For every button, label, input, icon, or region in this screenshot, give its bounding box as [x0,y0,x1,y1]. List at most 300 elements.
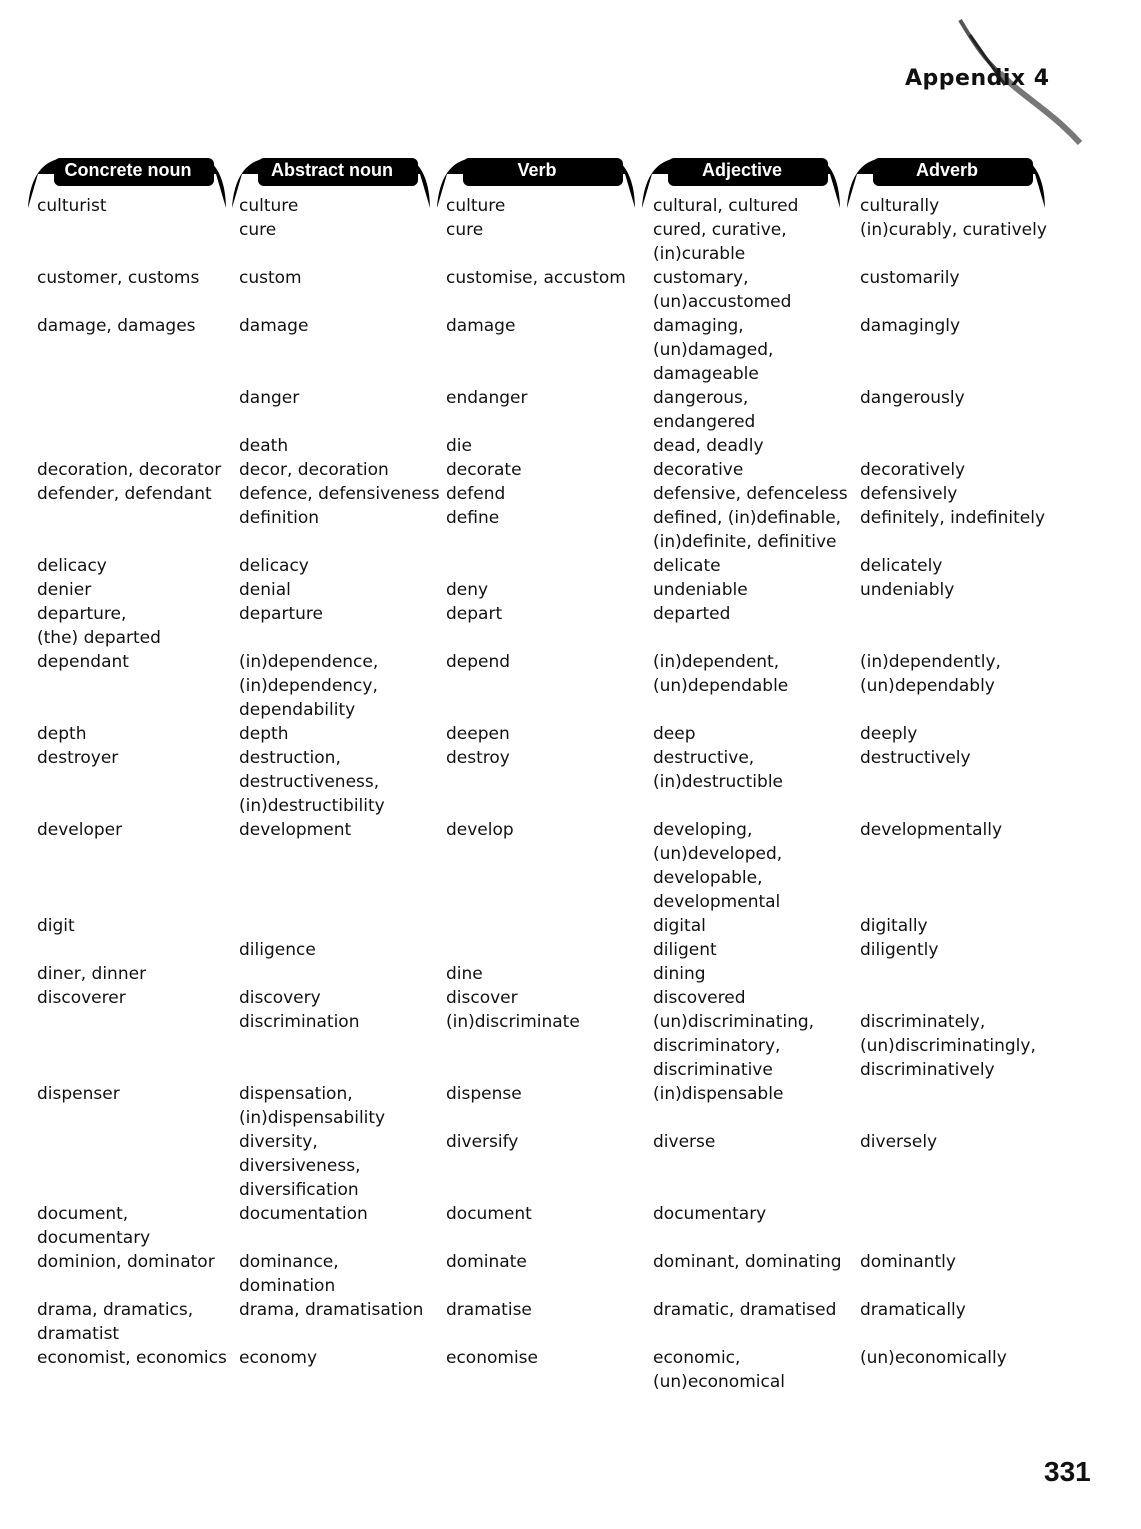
cell-verb [446,746,653,818]
cell-adjective [653,554,860,578]
cell-adverb [860,650,1060,722]
cell-abstract-noun [239,554,446,578]
cell-line: decoration, decorator [37,460,222,480]
table-row [0,1082,1060,1130]
cell-adjective [653,1250,860,1298]
cell-line: (un)discriminating, [653,1012,815,1032]
cell-adverb [860,1298,1060,1346]
cell-line: endanger [446,388,528,408]
table-row [0,746,1060,818]
cell-concrete-noun [0,434,239,458]
table-row [0,218,1060,266]
cell-line: deny [446,580,489,600]
column-header-verb [437,156,637,188]
cell-concrete-noun [0,458,239,482]
cell-line: damage, damages [37,316,196,336]
cell-line: (in)destructibility [239,796,385,816]
cell-line: (in)discriminate [446,1012,580,1032]
cell-adjective [653,746,860,818]
column-header-concrete-noun [28,156,228,188]
cell-verb [446,218,653,266]
cell-line: denier [37,580,92,600]
cell-line: (in)dependently, [860,652,1001,672]
cell-line: customary, [653,268,749,288]
cell-adjective [653,194,860,218]
cell-line: damage [446,316,516,336]
cell-line: denial [239,580,291,600]
cell-line: undeniably [860,580,955,600]
cell-line: dangerous, [653,388,749,408]
cell-verb [446,1130,653,1202]
cell-adjective [653,506,860,554]
cell-concrete-noun [0,218,239,266]
cell-abstract-noun [239,650,446,722]
cell-line: developer [37,820,123,840]
cell-line: defender, defendant [37,484,212,504]
cell-line: customarily [860,268,960,288]
cell-verb [446,554,653,578]
cell-line: discriminatory, [653,1036,781,1056]
cell-line: (in)dependent, [653,652,780,672]
cell-verb [446,314,653,386]
cell-adverb [860,218,1060,266]
cell-line: dominance, [239,1252,339,1272]
cell-line: discoverer [37,988,126,1008]
cell-line: danger [239,388,300,408]
cell-adjective [653,962,860,986]
cell-abstract-noun [239,434,446,458]
cell-line: damagingly [860,316,961,336]
cell-line: dominate [446,1252,527,1272]
cell-line: defined, (in)definable, [653,508,842,528]
cell-abstract-noun [239,1010,446,1082]
cell-line: diligence [239,940,316,960]
cell-abstract-noun [239,458,446,482]
cell-adverb [860,314,1060,386]
cell-adjective [653,938,860,962]
cell-line: dependant [37,652,129,672]
cell-adverb [860,1202,1060,1250]
cell-adverb [860,1250,1060,1298]
cell-abstract-noun [239,578,446,602]
cell-line: (in)dependency, [239,676,378,696]
cell-adverb [860,962,1060,986]
cell-concrete-noun [0,818,239,914]
cell-line: decorative [653,460,744,480]
cell-verb [446,1298,653,1346]
cell-line: cure [239,220,277,240]
cell-line: destructive, [653,748,755,768]
cell-adverb [860,986,1060,1010]
cell-adjective [653,1346,860,1394]
cell-concrete-noun [0,602,239,650]
cell-concrete-noun [0,722,239,746]
cell-adverb [860,434,1060,458]
cell-adjective [653,722,860,746]
cell-line: document, [37,1204,129,1224]
cell-verb [446,194,653,218]
cell-line: dramatic, dramatised [653,1300,837,1320]
cell-line: discovery [239,988,321,1008]
cell-concrete-noun [0,650,239,722]
cell-line: die [446,436,472,456]
table-row [0,458,1060,482]
cell-concrete-noun [0,266,239,314]
cell-line: deep [653,724,696,744]
cell-line: diversity, [239,1132,318,1152]
table-row [0,194,1060,218]
table-row [0,722,1060,746]
word-family-table-body [0,194,1060,1394]
cell-adverb [860,1082,1060,1130]
cell-verb [446,818,653,914]
cell-line: dine [446,964,483,984]
cell-line: developmentally [860,820,1003,840]
cell-concrete-noun [0,314,239,386]
cell-line: diversely [860,1132,938,1152]
cell-abstract-noun [239,914,446,938]
cell-line: defence, defensiveness [239,484,440,504]
cell-adverb [860,554,1060,578]
cell-line: death [239,436,289,456]
cell-concrete-noun [0,746,239,818]
cell-line: developing, [653,820,753,840]
cell-adjective [653,986,860,1010]
cell-line: delicate [653,556,721,576]
cell-adverb [860,458,1060,482]
cell-adverb [860,602,1060,650]
table-row [0,506,1060,554]
cell-concrete-noun [0,506,239,554]
cell-adjective [653,650,860,722]
cell-line: delicacy [239,556,309,576]
cell-abstract-noun [239,1346,446,1394]
cell-concrete-noun [0,1130,239,1202]
cell-line: (in)curable [653,244,746,264]
cell-line: destruction, [239,748,341,768]
header-label: Verb [517,160,557,180]
table-row [0,1202,1060,1250]
cell-line: (un)discriminatingly, [860,1036,1036,1056]
cell-line: diversification [239,1180,359,1200]
cell-line: decor, decoration [239,460,389,480]
cell-abstract-noun [239,818,446,914]
cell-line: discriminative [653,1060,773,1080]
cell-abstract-noun [239,1202,446,1250]
cell-adjective [653,218,860,266]
cell-line: diverse [653,1132,716,1152]
cell-line: definitely, indefinitely [860,508,1046,528]
cell-line: dispense [446,1084,522,1104]
cell-line: (un)economically [860,1348,1007,1368]
column-header-abstract-noun [232,156,432,188]
cell-line: culture [446,196,506,216]
cell-abstract-noun [239,506,446,554]
header-label: Abstract noun [270,160,393,180]
cell-line: definition [239,508,320,528]
cell-adjective [653,1082,860,1130]
cell-line: diversify [446,1132,519,1152]
cell-verb [446,1082,653,1130]
cell-line: (the) departed [37,628,161,648]
cell-adjective [653,482,860,506]
cell-concrete-noun [0,1298,239,1346]
cell-line: documentary [37,1228,151,1248]
table-row [0,554,1060,578]
cell-adjective [653,314,860,386]
cell-line: dramatise [446,1300,532,1320]
cell-concrete-noun [0,914,239,938]
header-label: Concrete noun [64,160,192,180]
cell-verb [446,482,653,506]
table-row [0,818,1060,914]
cell-line: drama, dramatics, [37,1300,194,1320]
cell-verb [446,1202,653,1250]
table-row [0,578,1060,602]
cell-concrete-noun [0,554,239,578]
cell-line: discriminatively [860,1060,995,1080]
table-row [0,986,1060,1010]
cell-line: discriminately, [860,1012,986,1032]
cell-line: dramatist [37,1324,120,1344]
cell-line: (in)definite, definitive [653,532,837,552]
cell-line: defensively [860,484,958,504]
cell-line: (un)developed, [653,844,783,864]
cell-abstract-noun [239,266,446,314]
cell-line: departed [653,604,731,624]
cell-adverb [860,746,1060,818]
cell-line: drama, dramatisation [239,1300,424,1320]
cell-verb [446,938,653,962]
cell-concrete-noun [0,986,239,1010]
cell-adverb [860,194,1060,218]
cell-line: development [239,820,352,840]
cell-concrete-noun [0,482,239,506]
cell-line: depth [239,724,289,744]
cell-line: depart [446,604,503,624]
cell-line: (in)dependence, [239,652,379,672]
cell-line: dining [653,964,706,984]
cell-verb [446,386,653,434]
cell-line: customer, customs [37,268,200,288]
cell-adverb [860,386,1060,434]
cell-adverb [860,722,1060,746]
cell-line: destructively [860,748,971,768]
cell-line: diner, dinner [37,964,147,984]
cell-concrete-noun [0,938,239,962]
cell-line: discrimination [239,1012,360,1032]
cell-line: damageable [653,364,759,384]
cell-concrete-noun [0,1202,239,1250]
cell-line: digit [37,916,75,936]
page-number: 331 [1044,1456,1091,1487]
cell-adverb [860,482,1060,506]
cell-line: (un)damaged, [653,340,774,360]
cell-line: discover [446,988,518,1008]
cell-verb [446,650,653,722]
cell-verb [446,578,653,602]
cell-line: deepen [446,724,510,744]
cell-concrete-noun [0,194,239,218]
cell-line: develop [446,820,514,840]
cell-line: documentation [239,1204,368,1224]
cell-adverb [860,1010,1060,1082]
cell-line: domination [239,1276,336,1296]
cell-line: (un)dependably [860,676,995,696]
cell-line: depth [37,724,87,744]
cell-concrete-noun [0,386,239,434]
table-row [0,650,1060,722]
cell-adverb [860,1130,1060,1202]
cell-abstract-noun [239,938,446,962]
cell-line: economic, [653,1348,741,1368]
cell-verb [446,602,653,650]
table-row [0,1010,1060,1082]
cell-verb [446,506,653,554]
table-row [0,938,1060,962]
table-row [0,266,1060,314]
cell-line: economist, economics [37,1348,227,1368]
cell-line: departure, [37,604,127,624]
cell-verb [446,458,653,482]
cell-line: culture [239,196,299,216]
cell-line: dependability [239,700,356,720]
cell-verb [446,1010,653,1082]
header-label: Adjective [701,160,783,180]
cell-verb [446,1346,653,1394]
cell-abstract-noun [239,962,446,986]
cell-abstract-noun [239,1250,446,1298]
cell-abstract-noun [239,1082,446,1130]
cell-line: digital [653,916,706,936]
cell-line: cure [446,220,484,240]
cell-line: define [446,508,500,528]
cell-line: (un)accustomed [653,292,792,312]
table-row [0,914,1060,938]
cell-line: decoratively [860,460,966,480]
cell-adverb [860,938,1060,962]
cell-line: dispensation, [239,1084,353,1104]
cell-verb [446,434,653,458]
cell-abstract-noun [239,746,446,818]
cell-abstract-noun [239,482,446,506]
cell-adjective [653,434,860,458]
cell-adverb [860,818,1060,914]
cell-abstract-noun [239,722,446,746]
cell-verb [446,266,653,314]
cell-verb [446,1250,653,1298]
cell-line: diversiveness, [239,1156,361,1176]
cell-line: document [446,1204,532,1224]
cell-line: dramatically [860,1300,966,1320]
cell-line: cultural, cultured [653,196,799,216]
cell-line: developmental [653,892,781,912]
table-row [0,434,1060,458]
cell-line: discovered [653,988,746,1008]
cell-abstract-noun [239,314,446,386]
cell-line: custom [239,268,302,288]
table-row [0,314,1060,386]
table-row [0,602,1060,650]
cell-line: diligently [860,940,939,960]
table-row [0,1298,1060,1346]
appendix-title: Appendix 4 [905,66,1050,91]
cell-concrete-noun [0,962,239,986]
cell-line: defend [446,484,506,504]
table-row [0,1130,1060,1202]
cell-line: digitally [860,916,928,936]
cell-concrete-noun [0,1250,239,1298]
cell-abstract-noun [239,602,446,650]
cell-line: depend [446,652,511,672]
word-family-table [0,194,1060,1394]
cell-line: defensive, defenceless [653,484,848,504]
cell-line: damaging, [653,316,744,336]
cell-adverb [860,506,1060,554]
cell-line: delicately [860,556,943,576]
cell-line: destructiveness, [239,772,380,792]
cell-line: decorate [446,460,522,480]
cell-line: (in)destructible [653,772,784,792]
table-row [0,482,1060,506]
cell-line: diligent [653,940,717,960]
cell-line: customise, accustom [446,268,626,288]
cell-adjective [653,1130,860,1202]
cell-line: destroy [446,748,510,768]
cell-line: economise [446,1348,538,1368]
cell-verb [446,914,653,938]
cell-adverb [860,1346,1060,1394]
cell-line: economy [239,1348,318,1368]
cell-adjective [653,1010,860,1082]
cell-adverb [860,266,1060,314]
cell-adjective [653,458,860,482]
cell-line: culturist [37,196,107,216]
cell-line: dispenser [37,1084,120,1104]
cell-adjective [653,1202,860,1250]
table-row [0,1250,1060,1298]
cell-line: (in)curably, curatively [860,220,1047,240]
cell-adverb [860,914,1060,938]
cell-concrete-noun [0,1010,239,1082]
cell-line: endangered [653,412,756,432]
cell-verb [446,722,653,746]
column-header-adjective [642,156,842,188]
cell-line: documentary [653,1204,767,1224]
cell-verb [446,986,653,1010]
cell-adjective [653,1298,860,1346]
cell-line: damage [239,316,309,336]
cell-line: deeply [860,724,918,744]
cell-line: cured, curative, [653,220,787,240]
cell-concrete-noun [0,1346,239,1394]
cell-line: dominant, dominating [653,1252,842,1272]
cell-adjective [653,266,860,314]
table-row [0,962,1060,986]
header-label: Adverb [915,160,978,180]
cell-adjective [653,602,860,650]
column-header-adverb [847,156,1047,188]
cell-adjective [653,578,860,602]
cell-line: undeniable [653,580,748,600]
cell-line: (un)dependable [653,676,789,696]
cell-adverb [860,578,1060,602]
cell-abstract-noun [239,1130,446,1202]
cell-concrete-noun [0,1082,239,1130]
cell-concrete-noun [0,578,239,602]
cell-line: culturally [860,196,940,216]
cell-abstract-noun [239,1298,446,1346]
